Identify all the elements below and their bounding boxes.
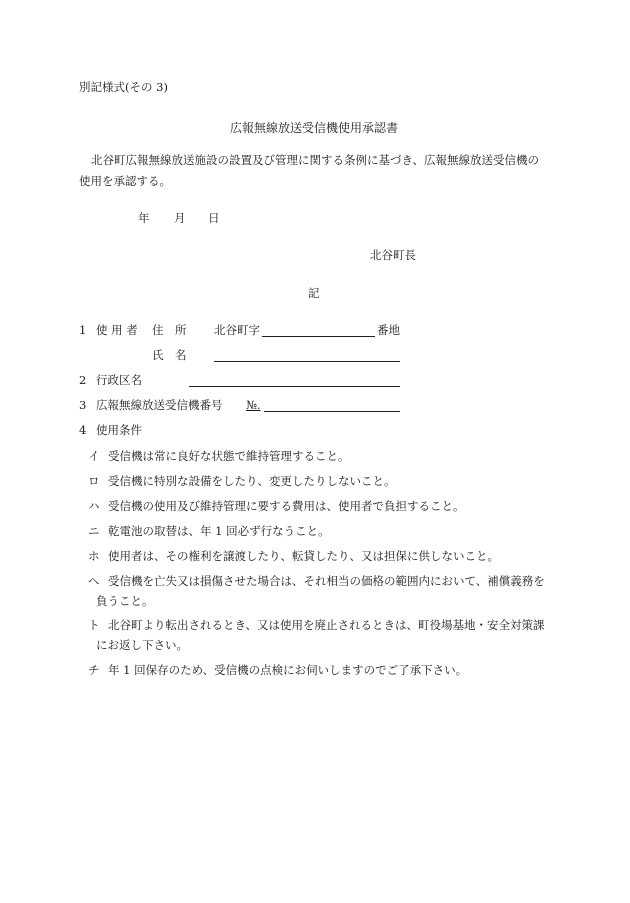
condition-text: 受信機に特別な設備をしたり、変更したりしないこと。 — [108, 474, 396, 488]
condition-mark: へ — [88, 574, 100, 588]
item4-number: 4 — [79, 423, 87, 437]
item2-label: 行政区名 — [96, 373, 142, 387]
condition-text: 年 1 回保存のため、受信機の点検にお伺いしますのでご了承下さい。 — [108, 663, 468, 677]
issuer: 北谷町長 — [370, 248, 416, 262]
district-blank-line[interactable] — [189, 386, 400, 387]
condition-text-cont: 負うこと。 — [96, 594, 154, 608]
address-suffix: 番地 — [377, 323, 400, 337]
date-year: 年 — [138, 211, 150, 225]
name-label: 氏 名 — [152, 348, 187, 362]
condition-text: 乾電池の取替は、年 1 回必ず行なうこと。 — [108, 524, 330, 538]
condition-text: 使用者は、その権利を譲渡したり、転貸したり、又は担保に供しないこと。 — [108, 549, 499, 563]
condition-mark: ハ — [88, 499, 100, 513]
condition-mark: チ — [88, 663, 100, 677]
item1-number: 1 — [79, 323, 87, 337]
address-prefix: 北谷町字 — [214, 323, 260, 337]
condition-text: 受信機の使用及び維持管理に要する費用は、使用者で負担すること。 — [108, 499, 465, 513]
item3-number: 3 — [79, 398, 87, 412]
condition-text: 受信機は常に良好な状態で維持管理すること。 — [108, 449, 350, 463]
date-month: 月 — [174, 211, 186, 225]
condition-text: 北谷町より転出されるとき、又は使用を廃止されるときは、町役場基地・安全対策課 — [108, 618, 545, 632]
ki-heading: 記 — [308, 286, 320, 300]
intro-line-1: 北谷町広報無線放送施設の設置及び管理に関する条例に基づき、広報無線放送受信機の — [91, 153, 540, 167]
intro-line-2: 使用を承認する。 — [79, 174, 171, 188]
form-label: 別記様式(その 3) — [79, 80, 168, 94]
item4-label: 使用条件 — [96, 423, 142, 437]
document-title: 広報無線放送受信機使用承認書 — [230, 121, 399, 135]
item2-number: 2 — [79, 373, 87, 387]
item1-label: 使 用 者 — [96, 323, 138, 337]
condition-mark: ロ — [88, 474, 100, 488]
condition-mark: ト — [88, 618, 100, 632]
receiver-no-blank-line[interactable] — [264, 411, 400, 412]
address-label: 住 所 — [152, 323, 187, 337]
condition-text: 受信機を亡失又は損傷させた場合は、それ相当の価格の範囲内において、補償義務を — [108, 574, 545, 588]
receiver-no-mark: №. — [246, 398, 261, 412]
address-blank-line[interactable] — [262, 336, 375, 337]
condition-mark: ニ — [88, 524, 100, 538]
name-blank-line[interactable] — [214, 361, 400, 362]
condition-mark: ホ — [88, 549, 100, 563]
condition-mark: イ — [88, 449, 100, 463]
condition-text-cont: にお返し下さい。 — [96, 638, 188, 652]
date-day: 日 — [208, 211, 220, 225]
item3-label: 広報無線放送受信機番号 — [96, 398, 223, 412]
